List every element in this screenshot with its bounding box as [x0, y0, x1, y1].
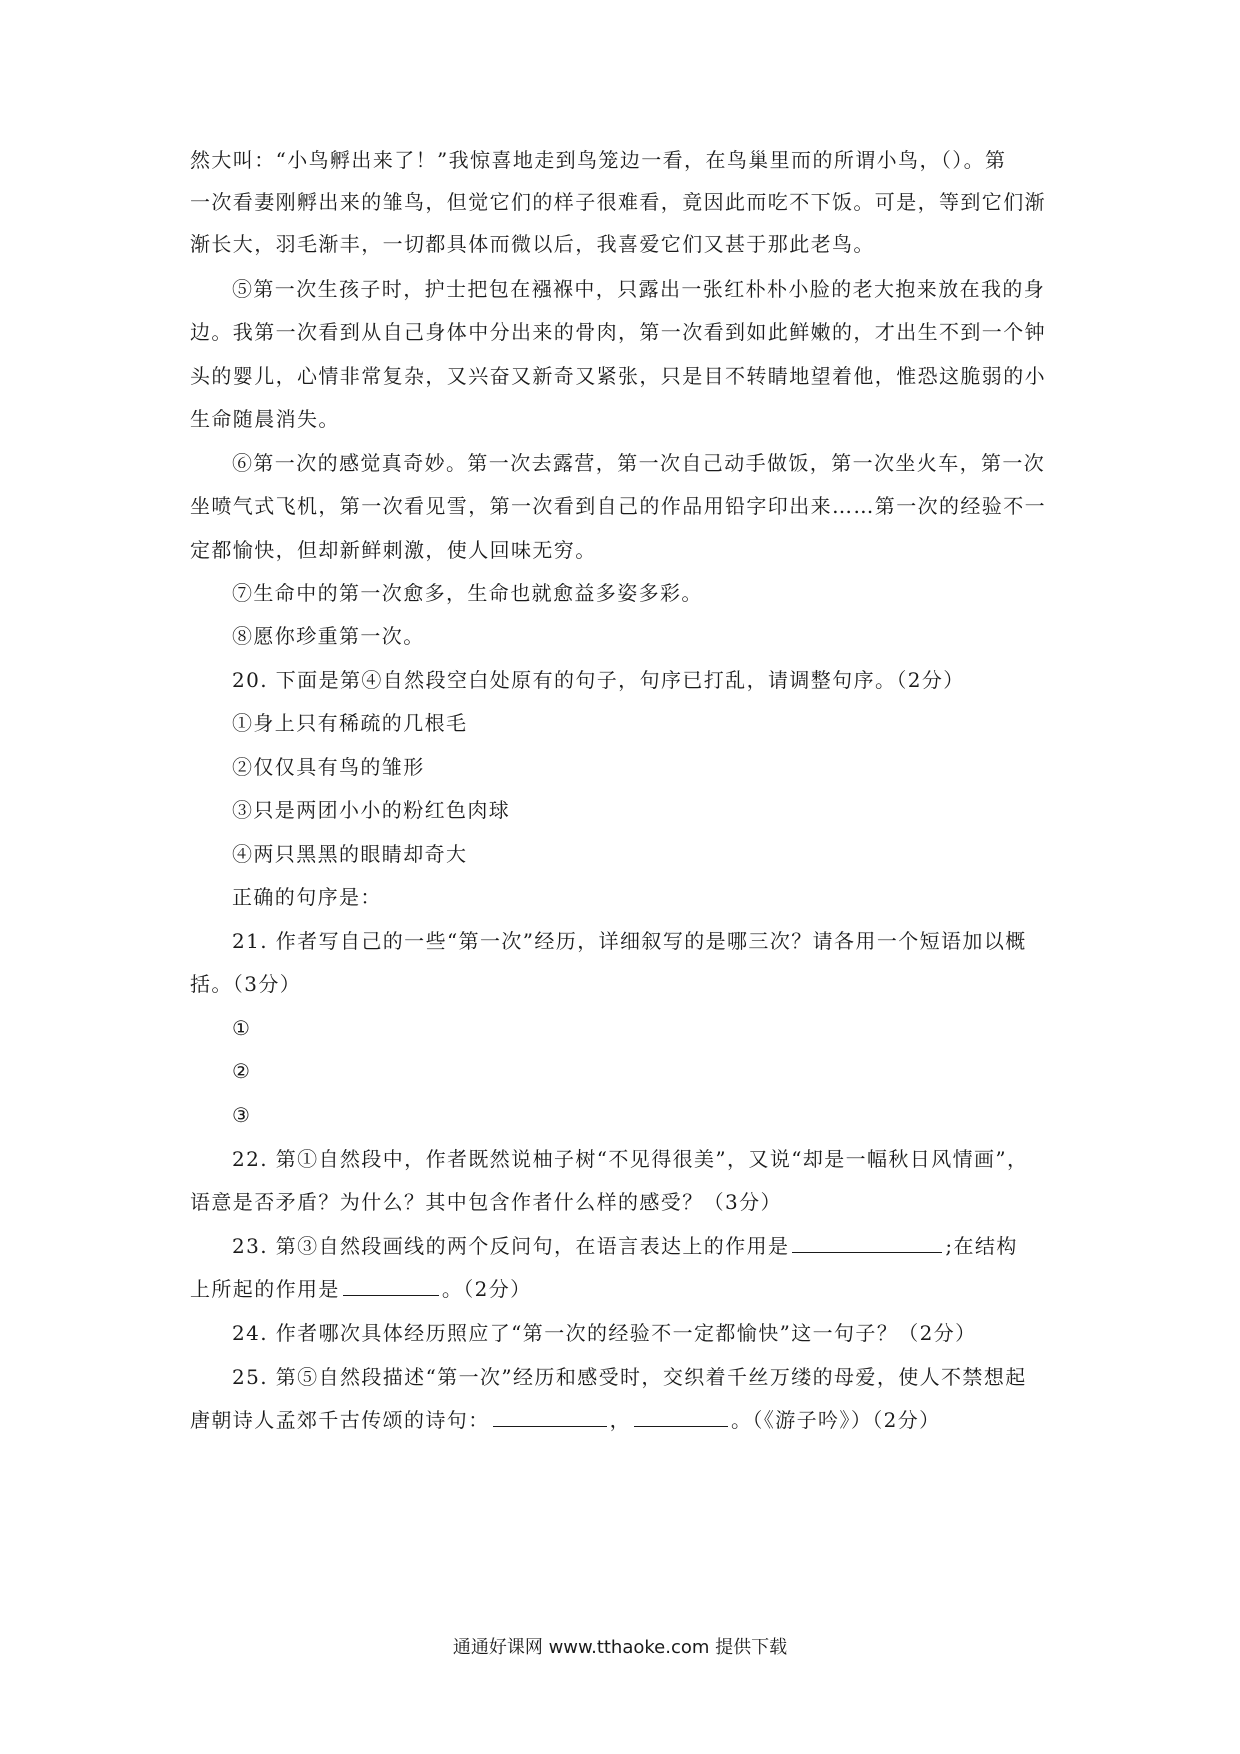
- answer-blank[interactable]: [634, 1408, 728, 1427]
- question-22-stem-cont: 语意是否矛盾？为什么？其中包含作者什么样的感受？（3分）: [190, 1190, 782, 1214]
- question-24-stem: 24. 作者哪次具体经历照应了“第一次的经验不一定都愉快”这一句子？（2分）: [232, 1321, 977, 1345]
- question-21-stem-cont: 括。（3分）: [190, 972, 302, 996]
- question-20-answer-label: 正确的句序是：: [232, 885, 382, 909]
- question-23-text: 。（2分）: [441, 1277, 532, 1301]
- question-23-stem: [232, 1232, 1070, 1260]
- paragraph-6-line: 坐喷气式飞机，第一次看见雪，第一次看到自己的作品用铅字印出来……第一次的经验不一: [190, 494, 1046, 518]
- paragraph-5-line: ⑤第一次生孩子时，护士把包在襁褓中，只露出一张红朴朴小脸的老大抱来放在我的身: [232, 277, 1046, 301]
- answer-blank[interactable]: [493, 1408, 607, 1427]
- paragraph-6-line: 定都愉快，但却新鲜刺激，使人回味无穷。: [190, 538, 597, 562]
- paragraph-4-line: 然大叫：“小鸟孵出来了！”我惊喜地走到鸟笼边一看，在鸟巢里而的所谓小鸟，（）。第: [190, 148, 1007, 172]
- question-23-stem-cont: [190, 1275, 1070, 1303]
- question-20-option: ④两只黑黑的眼睛却奇大: [232, 842, 468, 866]
- question-23-text: 上所起的作用是: [190, 1277, 340, 1301]
- question-25-stem: 25. 第⑤自然段描述“第一次”经历和感受时，交织着千丝万缕的母爱，使人不禁想起: [232, 1365, 1027, 1389]
- question-21-answer-mark: ②: [232, 1059, 252, 1083]
- answer-blank[interactable]: [343, 1277, 439, 1296]
- question-21-answer-mark: ①: [232, 1016, 252, 1040]
- paragraph-6-line: ⑥第一次的感觉真奇妙。第一次去露营，第一次自己动手做饭，第一次坐火车，第一次: [232, 451, 1046, 475]
- question-25-text: 。（《游子吟》）（2分）: [731, 1408, 941, 1432]
- paragraph-5-line: 边。我第一次看到从自己身体中分出来的骨肉，第一次看到如此鲜嫩的，才出生不到一个钟: [190, 320, 1046, 344]
- question-20-option: ①身上只有稀疏的几根毛: [232, 711, 468, 735]
- question-22-stem: 22. 第①自然段中，作者既然说柚子树“不见得很美”，又说“却是一幅秋日风情画”，: [232, 1147, 1029, 1171]
- question-25-text: ，: [609, 1408, 632, 1432]
- paragraph-4-line: 一次看妻刚孵出来的雏鸟，但觉它们的样子很难看，竟因此而吃不下饭。可是，等到它们渐: [190, 190, 1046, 214]
- paragraph-8: ⑧愿你珍重第一次。: [232, 624, 425, 648]
- question-20-option: ②仅仅具有鸟的雏形: [232, 755, 425, 779]
- question-23-text: ;在结构: [945, 1234, 1018, 1258]
- question-21-answer-mark: ③: [232, 1103, 252, 1127]
- answer-blank[interactable]: [792, 1234, 942, 1253]
- page-footer: 通通好课网 www.tthaoke.com 提供下载: [452, 1637, 788, 1658]
- question-25-text: 唐朝诗人孟郊千古传颂的诗句：: [190, 1408, 490, 1432]
- paragraph-4-line: 渐长大，羽毛渐丰，一切都具体而微以后，我喜爱它们又甚于那此老鸟。: [190, 232, 875, 256]
- question-21-stem: 21. 作者写自己的一些“第一次”经历，详细叙写的是哪三次？请各用一个短语加以概: [232, 929, 1027, 953]
- paragraph-5-line: 头的婴儿，心情非常复杂，又兴奋又新奇又紧张，只是目不转睛地望着他，惟恐这脆弱的小: [190, 364, 1046, 388]
- paragraph-5-line: 生命随晨消失。: [190, 407, 340, 431]
- question-20-stem: 20. 下面是第④自然段空白处原有的句子，句序已打乱，请调整句序。（2分）: [232, 668, 965, 692]
- question-25-stem-cont: [190, 1406, 1070, 1434]
- paragraph-7: ⑦生命中的第一次愈多，生命也就愈益多姿多彩。: [232, 581, 703, 605]
- question-20-option: ③只是两团小小的粉红色肉球: [232, 798, 511, 822]
- question-23-text: 23. 第③自然段画线的两个反问句，在语言表达上的作用是: [232, 1234, 790, 1258]
